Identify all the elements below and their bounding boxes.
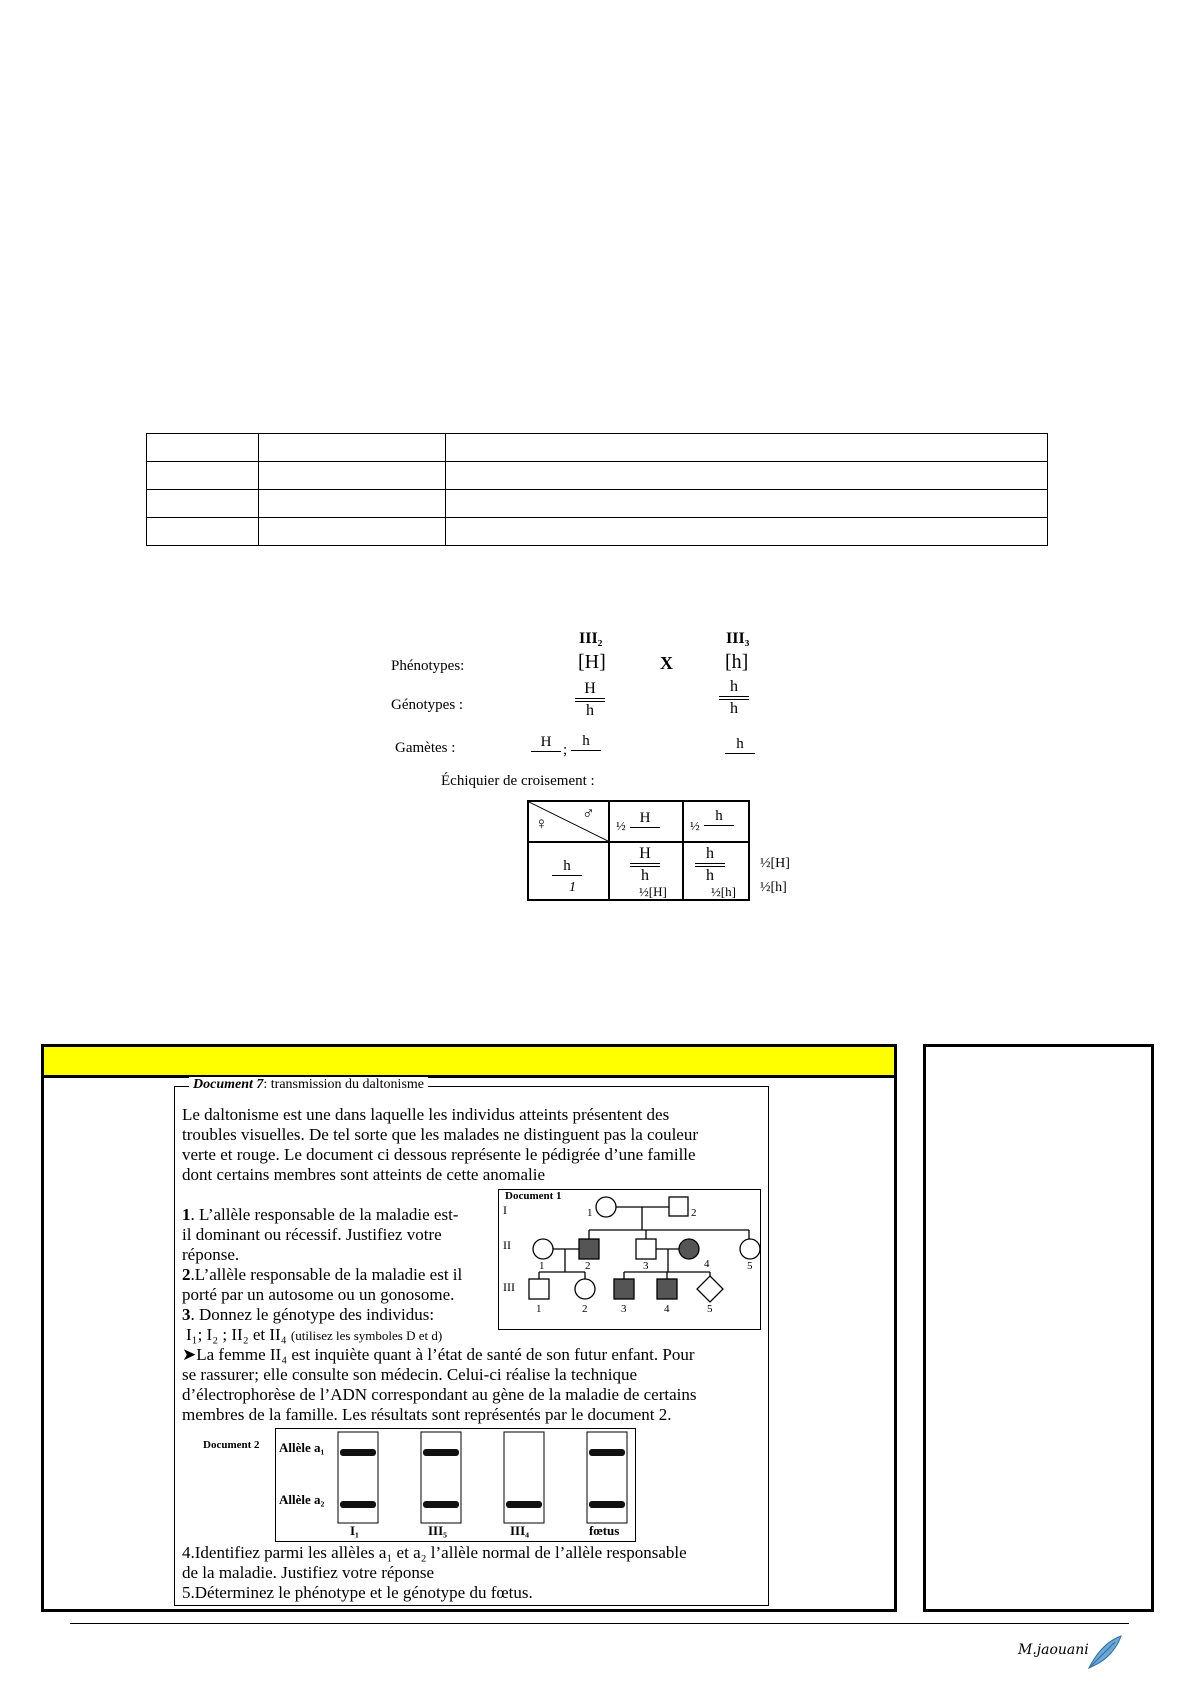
band-foetus-a1 [589, 1449, 625, 1456]
gamete-h-left: h [571, 733, 601, 751]
question-3-individuals: I₁; I₂ ; II₂ et II₄ (utilisez les symboles D et d) [186, 1325, 443, 1344]
intro-line: Le daltonisme est une dans laquelle les individus atteints présentent des [182, 1105, 670, 1124]
context-line: membres de la famille. Les résultats sont représentés par le document 2. [182, 1405, 672, 1424]
parent-left-label: III₂ [579, 630, 603, 647]
feather-icon [1085, 1632, 1125, 1672]
female-icon: ♀ [535, 814, 548, 833]
band-III5-a1 [423, 1449, 459, 1456]
band-III5-a2 [423, 1501, 459, 1508]
pedigree-female-II4 [679, 1239, 699, 1259]
offspring-Hh-pheno: ½[H] [639, 884, 667, 899]
answer-side-frame [923, 1044, 1154, 1612]
individual-label: 2 [582, 1303, 588, 1315]
question-5: 5.Déterminez le phénotype et le génotype du fœtus. [182, 1583, 533, 1602]
pedigree-document-1: Document 1 I II III 1 2 1 2 3 4 5 1 2 3 4 5 [498, 1189, 761, 1330]
pedigree-male-II2 [579, 1239, 599, 1259]
table-row [147, 518, 1048, 546]
result-h: ½[h] [760, 880, 787, 895]
document-title: Document 7: transmission du daltonisme [189, 1077, 428, 1093]
individual-label: 1 [536, 1303, 542, 1315]
genotypes-label: Génotypes : [391, 697, 464, 713]
half-label: ½ [690, 818, 700, 833]
pedigree-female-III2 [575, 1279, 595, 1299]
lane-label: III₄ [510, 1523, 530, 1538]
intro-line: dont certains membres sont atteints de cette anomalie [182, 1165, 546, 1184]
pedigree-male-I2 [669, 1197, 688, 1216]
lane-foetus [587, 1432, 627, 1523]
band-foetus-a2 [589, 1501, 625, 1508]
pedigree-female-I1 [596, 1197, 616, 1217]
pedigree-male-III4 [657, 1279, 677, 1299]
phenotypes-label: Phénotypes: [391, 658, 465, 674]
gametes-label: Gamètes : [395, 740, 456, 756]
exercise-header-bar [44, 1047, 894, 1078]
generation-label: III [503, 1280, 515, 1294]
author-signature: M.jaouani [1018, 1642, 1089, 1658]
question-2-line: porté par un autosome ou un gonosome. [182, 1285, 455, 1304]
question-4-line: de la maladie. Justifiez votre réponse [182, 1563, 435, 1582]
cross-symbol: X [660, 653, 673, 673]
individual-label: 4 [704, 1258, 710, 1270]
pedigree-male-II3 [636, 1239, 656, 1259]
gamete-H: H [531, 734, 561, 752]
offspring-Hh: H h [628, 845, 662, 885]
individual-label: 3 [621, 1303, 627, 1315]
context-line: se rassurer; elle consulte son médecin. Celui-ci réalise la technique [182, 1365, 638, 1384]
one-label: 1 [569, 880, 576, 895]
male-icon: ♂ [582, 804, 595, 823]
electrophoresis-gel [275, 1428, 636, 1542]
question-2: 2.L’allèle responsable de la maladie est il [182, 1265, 463, 1284]
genotype-right: h h [717, 678, 751, 718]
male-gamete-H: H [630, 810, 660, 828]
question-3: 3. Donnez le génotype des individus: [182, 1305, 435, 1324]
gamete-separator: ; [563, 742, 568, 758]
individual-label: 1 [539, 1260, 545, 1272]
band-I1-a1 [340, 1449, 376, 1456]
lane-III4 [504, 1432, 544, 1523]
lane-label: I₁ [350, 1523, 359, 1538]
question-4: 4.Identifiez parmi les allèles a₁ et a₂ l’allèle normal de l’allèle responsable [182, 1543, 687, 1562]
pedigree-male-III3 [614, 1279, 634, 1299]
individual-label: 2 [585, 1260, 591, 1272]
offspring-hh-pheno: ½[h] [711, 884, 736, 899]
question-1: 1. L’allèle responsable de la maladie est- [182, 1205, 459, 1224]
lane-label: fœtus [589, 1523, 620, 1538]
allele-a2-label: Allèle a₂ [279, 1492, 325, 1507]
gel-title: Document 2 [203, 1439, 260, 1451]
offspring-hh: h h [693, 845, 727, 885]
pedigree-unknown-III5 [697, 1276, 723, 1302]
table-row [147, 462, 1048, 490]
individual-label: 2 [691, 1207, 697, 1219]
pedigree-female-II1 [533, 1239, 553, 1259]
lane-I1 [338, 1432, 378, 1523]
result-H: ½[H] [760, 856, 790, 871]
question-1-line: il dominant ou récessif. Justifiez votre [182, 1225, 442, 1244]
female-gamete-h: h [552, 858, 582, 876]
intro-line: troubles visuelles. De tel sorte que les malades ne distinguent pas la couleur [182, 1125, 699, 1144]
table-row [147, 434, 1048, 462]
individual-label: 3 [643, 1260, 649, 1272]
individual-label: 5 [707, 1303, 713, 1315]
pedigree-male-III1 [529, 1279, 549, 1299]
individual-label: 4 [664, 1303, 670, 1315]
lane-III5 [421, 1432, 461, 1523]
gel-lanes [276, 1429, 635, 1541]
band-I1-a2 [340, 1501, 376, 1508]
context-line: ➤La femme II₄ est inquiète quant à l’état de santé de son futur enfant. Pour [182, 1345, 695, 1364]
generation-label: II [503, 1238, 511, 1252]
individual-label: 5 [747, 1260, 753, 1272]
individual-label: 1 [587, 1207, 593, 1219]
intro-line: verte et rouge. Le document ci dessous représente le pédigrée d’une famille [182, 1145, 696, 1164]
echiquier-label: Échiquier de croisement : [441, 773, 595, 789]
phenotype-right: [h] [725, 651, 749, 673]
genotype-left: H h [573, 680, 607, 720]
punnett-square [527, 800, 750, 901]
context-line: d’électrophorèse de l’ADN correspondant au gène de la maladie de certains [182, 1385, 697, 1404]
band-III4-a2 [506, 1501, 542, 1508]
empty-table [146, 433, 1048, 546]
lane-label: III₅ [428, 1523, 448, 1538]
footer-divider [70, 1623, 1129, 1624]
male-gamete-h: h [704, 808, 734, 826]
allele-a1-label: Allèle a₁ [279, 1440, 325, 1455]
parent-right-label: III₃ [726, 630, 750, 647]
half-label: ½ [616, 818, 626, 833]
generation-label: I [503, 1203, 507, 1217]
pedigree-female-II5 [740, 1239, 760, 1259]
gamete-h-right: h [725, 736, 755, 754]
phenotype-left: [H] [578, 651, 606, 673]
table-row [147, 490, 1048, 518]
question-1-line: réponse. [182, 1245, 240, 1264]
